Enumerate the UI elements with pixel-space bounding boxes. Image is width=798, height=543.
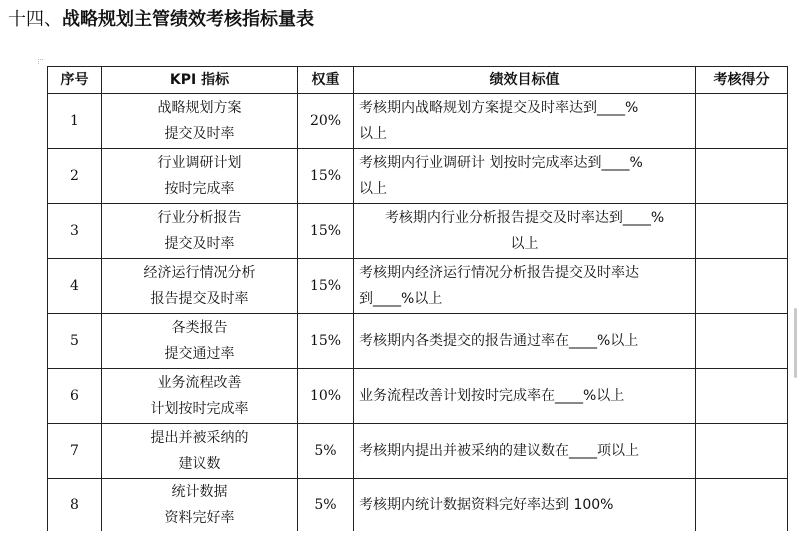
kpi-table xyxy=(47,66,788,531)
kpi-line: 提交及时率 xyxy=(164,236,235,252)
row-score xyxy=(696,94,788,149)
target-line: 考核期内提出并被采纳的建议数在____项以上 xyxy=(359,443,639,459)
row-score xyxy=(696,479,788,532)
kpi-line: 行业分析报告 xyxy=(157,210,242,226)
kpi-line: 报告提交及时率 xyxy=(150,291,249,307)
row-target xyxy=(354,479,696,532)
target-line: 以上 xyxy=(359,126,387,142)
row-kpi xyxy=(102,314,298,369)
row-target xyxy=(354,369,696,424)
header-weight: 权重 xyxy=(298,67,354,94)
kpi-line: 计划按时完成率 xyxy=(150,401,249,417)
kpi-line: 各类报告 xyxy=(171,320,228,336)
row-target xyxy=(354,314,696,369)
row-kpi xyxy=(102,369,298,424)
page-heading xyxy=(8,8,314,32)
target-line: 考核期内统计数据资料完好率达到 100% xyxy=(359,497,614,513)
table-row xyxy=(48,479,788,532)
header-score: 考核得分 xyxy=(696,67,788,94)
kpi-line: 统计数据 xyxy=(171,484,228,500)
target-line: 考核期内各类提交的报告通过率在____%以上 xyxy=(359,333,639,349)
row-kpi xyxy=(102,259,298,314)
corner-mark xyxy=(38,59,43,64)
target-line: 以上 xyxy=(510,236,539,252)
row-no: 8 xyxy=(48,479,102,532)
row-no: 5 xyxy=(48,314,102,369)
row-weight: 10% xyxy=(298,369,354,424)
row-target xyxy=(354,204,696,259)
header-no: 序号 xyxy=(48,67,102,94)
row-no: 3 xyxy=(48,204,102,259)
row-target xyxy=(354,149,696,204)
table-row xyxy=(48,314,788,369)
table-row xyxy=(48,149,788,204)
row-score xyxy=(696,149,788,204)
table-row xyxy=(48,94,788,149)
table-row xyxy=(48,259,788,314)
target-line: 到____%以上 xyxy=(359,291,443,307)
kpi-line: 建议数 xyxy=(178,456,221,472)
row-weight: 15% xyxy=(298,314,354,369)
header-kpi: KPI 指标 xyxy=(102,67,298,94)
row-kpi xyxy=(102,149,298,204)
row-weight: 15% xyxy=(298,149,354,204)
table-row xyxy=(48,424,788,479)
row-score xyxy=(696,314,788,369)
kpi-line: 提交及时率 xyxy=(164,126,235,142)
row-kpi xyxy=(102,94,298,149)
row-score xyxy=(696,259,788,314)
row-no: 4 xyxy=(48,259,102,314)
row-target xyxy=(354,94,696,149)
scrollbar-thumb[interactable] xyxy=(794,308,797,378)
row-no: 1 xyxy=(48,94,102,149)
row-weight: 20% xyxy=(298,94,354,149)
target-line: 业务流程改善计划按时完成率在____%以上 xyxy=(359,388,625,404)
kpi-line: 资料完好率 xyxy=(164,510,235,526)
row-weight: 5% xyxy=(298,424,354,479)
kpi-line: 提交通过率 xyxy=(164,346,235,362)
row-score xyxy=(696,204,788,259)
row-kpi xyxy=(102,424,298,479)
kpi-line: 提出并被采纳的 xyxy=(150,430,249,446)
target-line: 考核期内战略规划方案提交及时率达到____% xyxy=(359,100,639,116)
row-no: 2 xyxy=(48,149,102,204)
target-line: 考核期内经济运行情况分析报告提交及时率达 xyxy=(359,265,639,281)
kpi-line: 经济运行情况分析 xyxy=(143,265,256,281)
heading-prefix: 十四、 xyxy=(8,9,62,30)
target-line: 考核期内行业分析报告提交及时率达到____% xyxy=(384,210,665,226)
kpi-line: 业务流程改善 xyxy=(157,375,242,391)
table-header-row xyxy=(48,67,788,94)
row-weight: 5% xyxy=(298,479,354,532)
row-score xyxy=(696,424,788,479)
row-weight: 15% xyxy=(298,259,354,314)
kpi-line: 按时完成率 xyxy=(164,181,235,197)
row-weight: 15% xyxy=(298,204,354,259)
row-score xyxy=(696,369,788,424)
kpi-line: 战略规划方案 xyxy=(157,100,242,116)
row-target xyxy=(354,259,696,314)
target-line: 考核期内行业调研计 划按时完成率达到____% xyxy=(359,155,643,171)
header-target: 绩效目标值 xyxy=(354,67,696,94)
row-kpi xyxy=(102,204,298,259)
table-row xyxy=(48,369,788,424)
row-target xyxy=(354,424,696,479)
target-line: 以上 xyxy=(359,181,387,197)
row-no: 6 xyxy=(48,369,102,424)
heading-title: 战略规划主管绩效考核指标量表 xyxy=(62,9,314,30)
row-no: 7 xyxy=(48,424,102,479)
kpi-line: 行业调研计划 xyxy=(157,155,242,171)
row-kpi xyxy=(102,479,298,532)
table-row xyxy=(48,204,788,259)
